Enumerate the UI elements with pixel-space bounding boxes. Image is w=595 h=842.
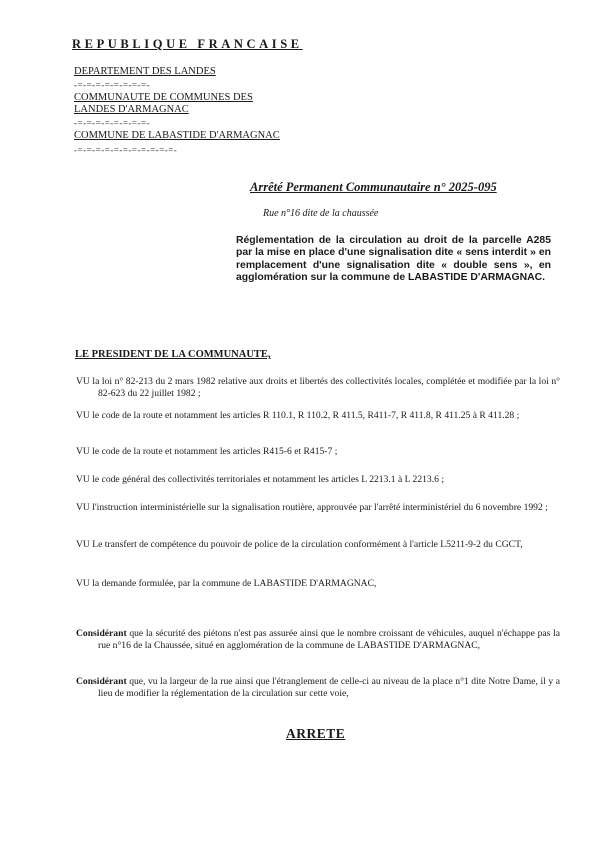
- arrete-title: Arrêté Permanent Communautaire n° 2025-095: [250, 180, 497, 194]
- street-subtitle: Rue n°16 dite de la chaussée: [263, 208, 379, 219]
- republique-heading: REPUBLIQUE FRANCAISE: [72, 37, 303, 51]
- vu-text: VU le code de la route et notamment les articles R415-6 et R415-7 ;: [76, 446, 338, 457]
- separator-2: -=-=-=-=-=-=-=-=-: [74, 118, 151, 128]
- vu-item: [76, 376, 560, 400]
- considerant-lead: Considérant: [76, 676, 127, 687]
- vu-item: [76, 578, 560, 590]
- vu-item: [76, 539, 560, 551]
- vu-item: [76, 410, 560, 422]
- vu-text: VU la loi n° 82-213 du 2 mars 1982 relative aux droits et libertés des collectivités locales, complétée et modifiée par la loi n° 82-623 du 22 juillet 1982 ;: [76, 376, 560, 399]
- considerant-lead: Considérant: [76, 628, 127, 639]
- vu-item: [76, 474, 560, 486]
- considerant-item: [76, 676, 560, 700]
- vu-item: [76, 502, 560, 514]
- arrete-heading: ARRETE: [286, 726, 346, 741]
- separator-1: -=-=-=-=-=-=-=-=-: [74, 80, 151, 90]
- vu-text: VU Le transfert de compétence du pouvoir de police de la circulation conformément à l'article L5211-9-2 du CGCT,: [76, 539, 523, 550]
- departement-label: DEPARTEMENT DES LANDES: [74, 66, 216, 77]
- vu-text: VU l'instruction interministérielle sur la signalisation routière, approuvée par l'arrêté interministériel du 6 novembre 1992 ;: [76, 502, 548, 513]
- communaute-label-line1: COMMUNAUTE DE COMMUNES DES: [74, 92, 253, 103]
- commune-label: COMMUNE DE LABASTIDE D'ARMAGNAC: [74, 130, 280, 141]
- considerant-text: que, vu la largeur de la rue ainsi que l'étranglement de celle-ci au niveau de la place n°1 dite Notre Dame, il y a lieu de modifier la réglementation de la circulation sur cette voie,: [98, 676, 560, 699]
- vu-item: [76, 446, 560, 458]
- communaute-label-line2: LANDES D'ARMAGNAC: [74, 104, 189, 115]
- vu-text: VU la demande formulée, par la commune de LABASTIDE D'ARMAGNAC,: [76, 578, 377, 589]
- considerant-text: que la sécurité des piétons n'est pas assurée ainsi que le nombre croissant de véhicules, auquel n'échappe pas la rue n°16 de la Chaussée, situé en agglomération de la commune de LABASTIDE D'ARMAGNAC,: [98, 628, 560, 651]
- vu-text: VU le code de la route et notamment les articles R 110.1, R 110.2, R 411.5, R411-7, R 411.8, R 411.25 à R 411.28 ;: [76, 410, 520, 421]
- separator-3: -=-=-=-=-=-=-=-=-=-=-=-: [74, 145, 178, 155]
- considerant-item: [76, 628, 560, 652]
- president-heading: LE PRESIDENT DE LA COMMUNAUTE,: [75, 349, 271, 360]
- vu-text: VU le code général des collectivités territoriales et notamment les articles L 2213.1 à L 2213.6 ;: [76, 474, 444, 485]
- reglementation-summary: Réglementation de la circulation au droit de la parcelle A285 par la mise en place d'une signalisation dite « sens interdit » en remplacement d'une signalisation dite « double sens », en agglomération sur la commune de LABASTIDE D'ARMAGNAC.: [236, 235, 551, 284]
